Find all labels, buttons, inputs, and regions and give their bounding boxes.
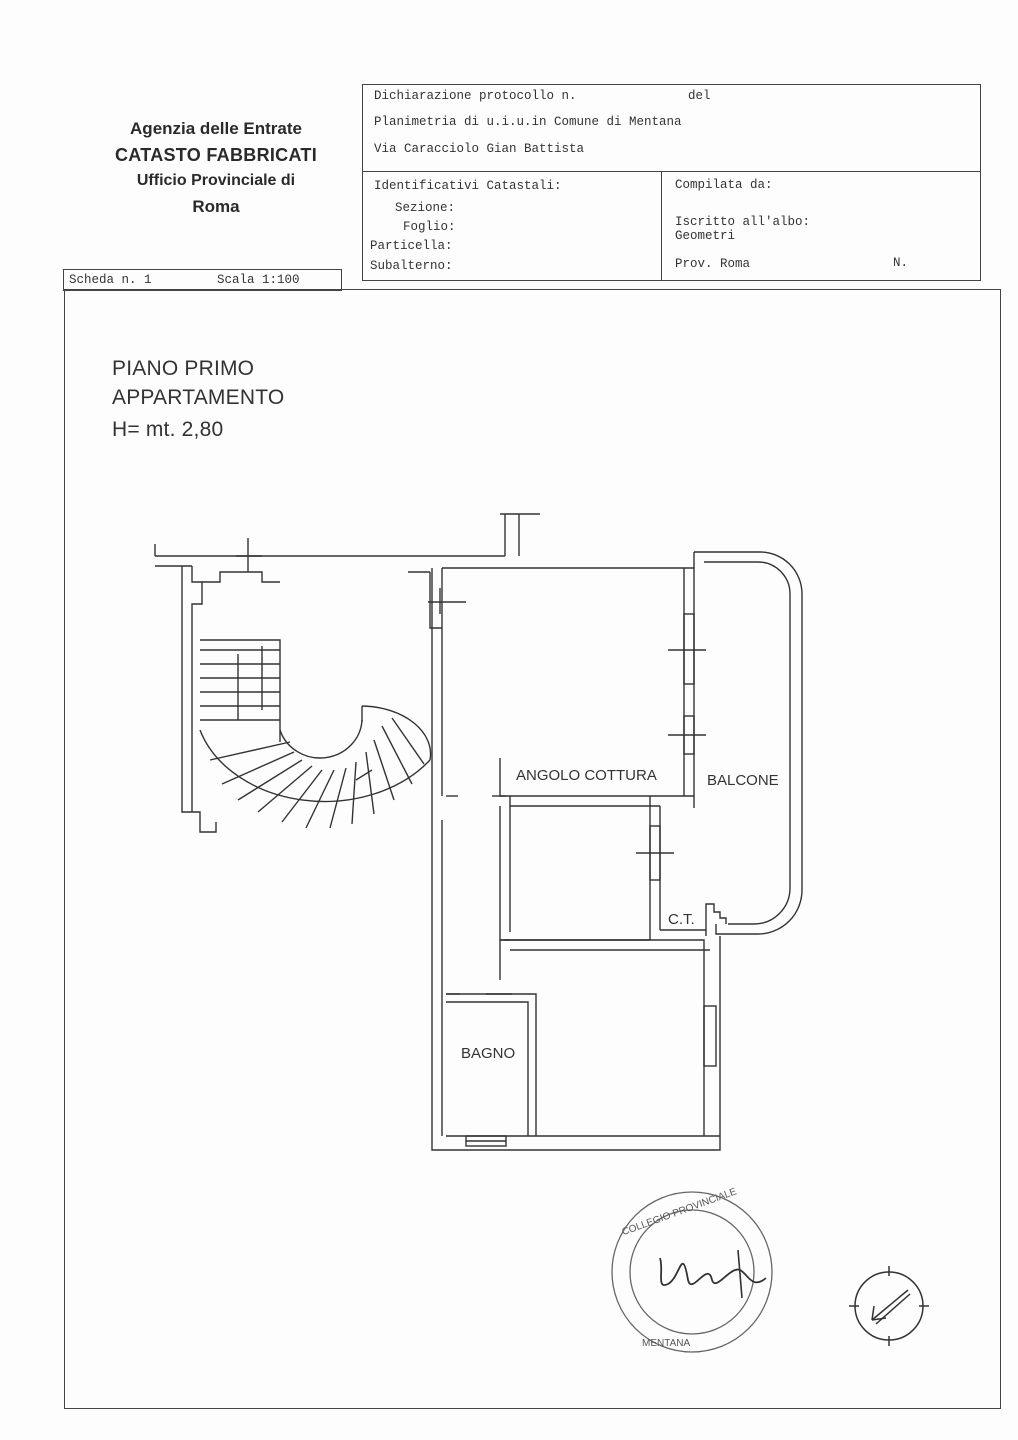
planimetria-label: Planimetria di u.i.u.in Comune di Mentana: [374, 115, 682, 129]
scheda-label: Scheda n. 1: [69, 273, 152, 287]
room-ct: C.T.: [668, 911, 695, 928]
stamp-text-bottom: MENTANA: [642, 1338, 691, 1349]
iscritto-label: Iscritto all'albo:: [675, 215, 811, 229]
albo-label: Geometri: [675, 229, 736, 243]
foglio-label: Foglio:: [403, 220, 456, 234]
subalterno-label: Subalterno:: [370, 259, 453, 273]
identificativi-title: Identificativi Catastali:: [374, 179, 562, 193]
del-label: del: [688, 89, 711, 103]
ufficio-city: Roma: [192, 197, 240, 216]
address-label: Via Caracciolo Gian Battista: [374, 142, 585, 156]
particella-label: Particella:: [370, 239, 453, 253]
sezione-label: Sezione:: [395, 201, 456, 215]
agency-name: Agenzia delle Entrate: [130, 119, 302, 138]
room-bagno: BAGNO: [461, 1045, 516, 1062]
plan-title-height: H= mt. 2,80: [112, 418, 224, 441]
scala-label: Scala 1:100: [217, 273, 300, 287]
dichiarazione-label: Dichiarazione protocollo n.: [374, 89, 577, 103]
compilata-title: Compilata da:: [675, 178, 773, 192]
prov-label: Prov. Roma: [675, 257, 751, 271]
north-arrow-icon: [849, 1266, 929, 1346]
ufficio-label: Ufficio Provinciale di: [136, 172, 296, 189]
numero-label: N.: [893, 256, 909, 270]
room-angolo-cottura: ANGOLO COTTURA: [516, 767, 657, 784]
stamp-seal: [612, 1186, 772, 1352]
room-balcone: BALCONE: [707, 772, 779, 789]
stamp-text-top: COLLEGIO PROVINCIALE: [620, 1186, 739, 1239]
catasto-title: CATASTO FABBRICATI: [114, 145, 318, 165]
plan-title-floor: PIANO PRIMO: [112, 357, 255, 380]
staircase: [155, 538, 505, 832]
plan-title-type: APPARTAMENTO: [112, 386, 285, 409]
